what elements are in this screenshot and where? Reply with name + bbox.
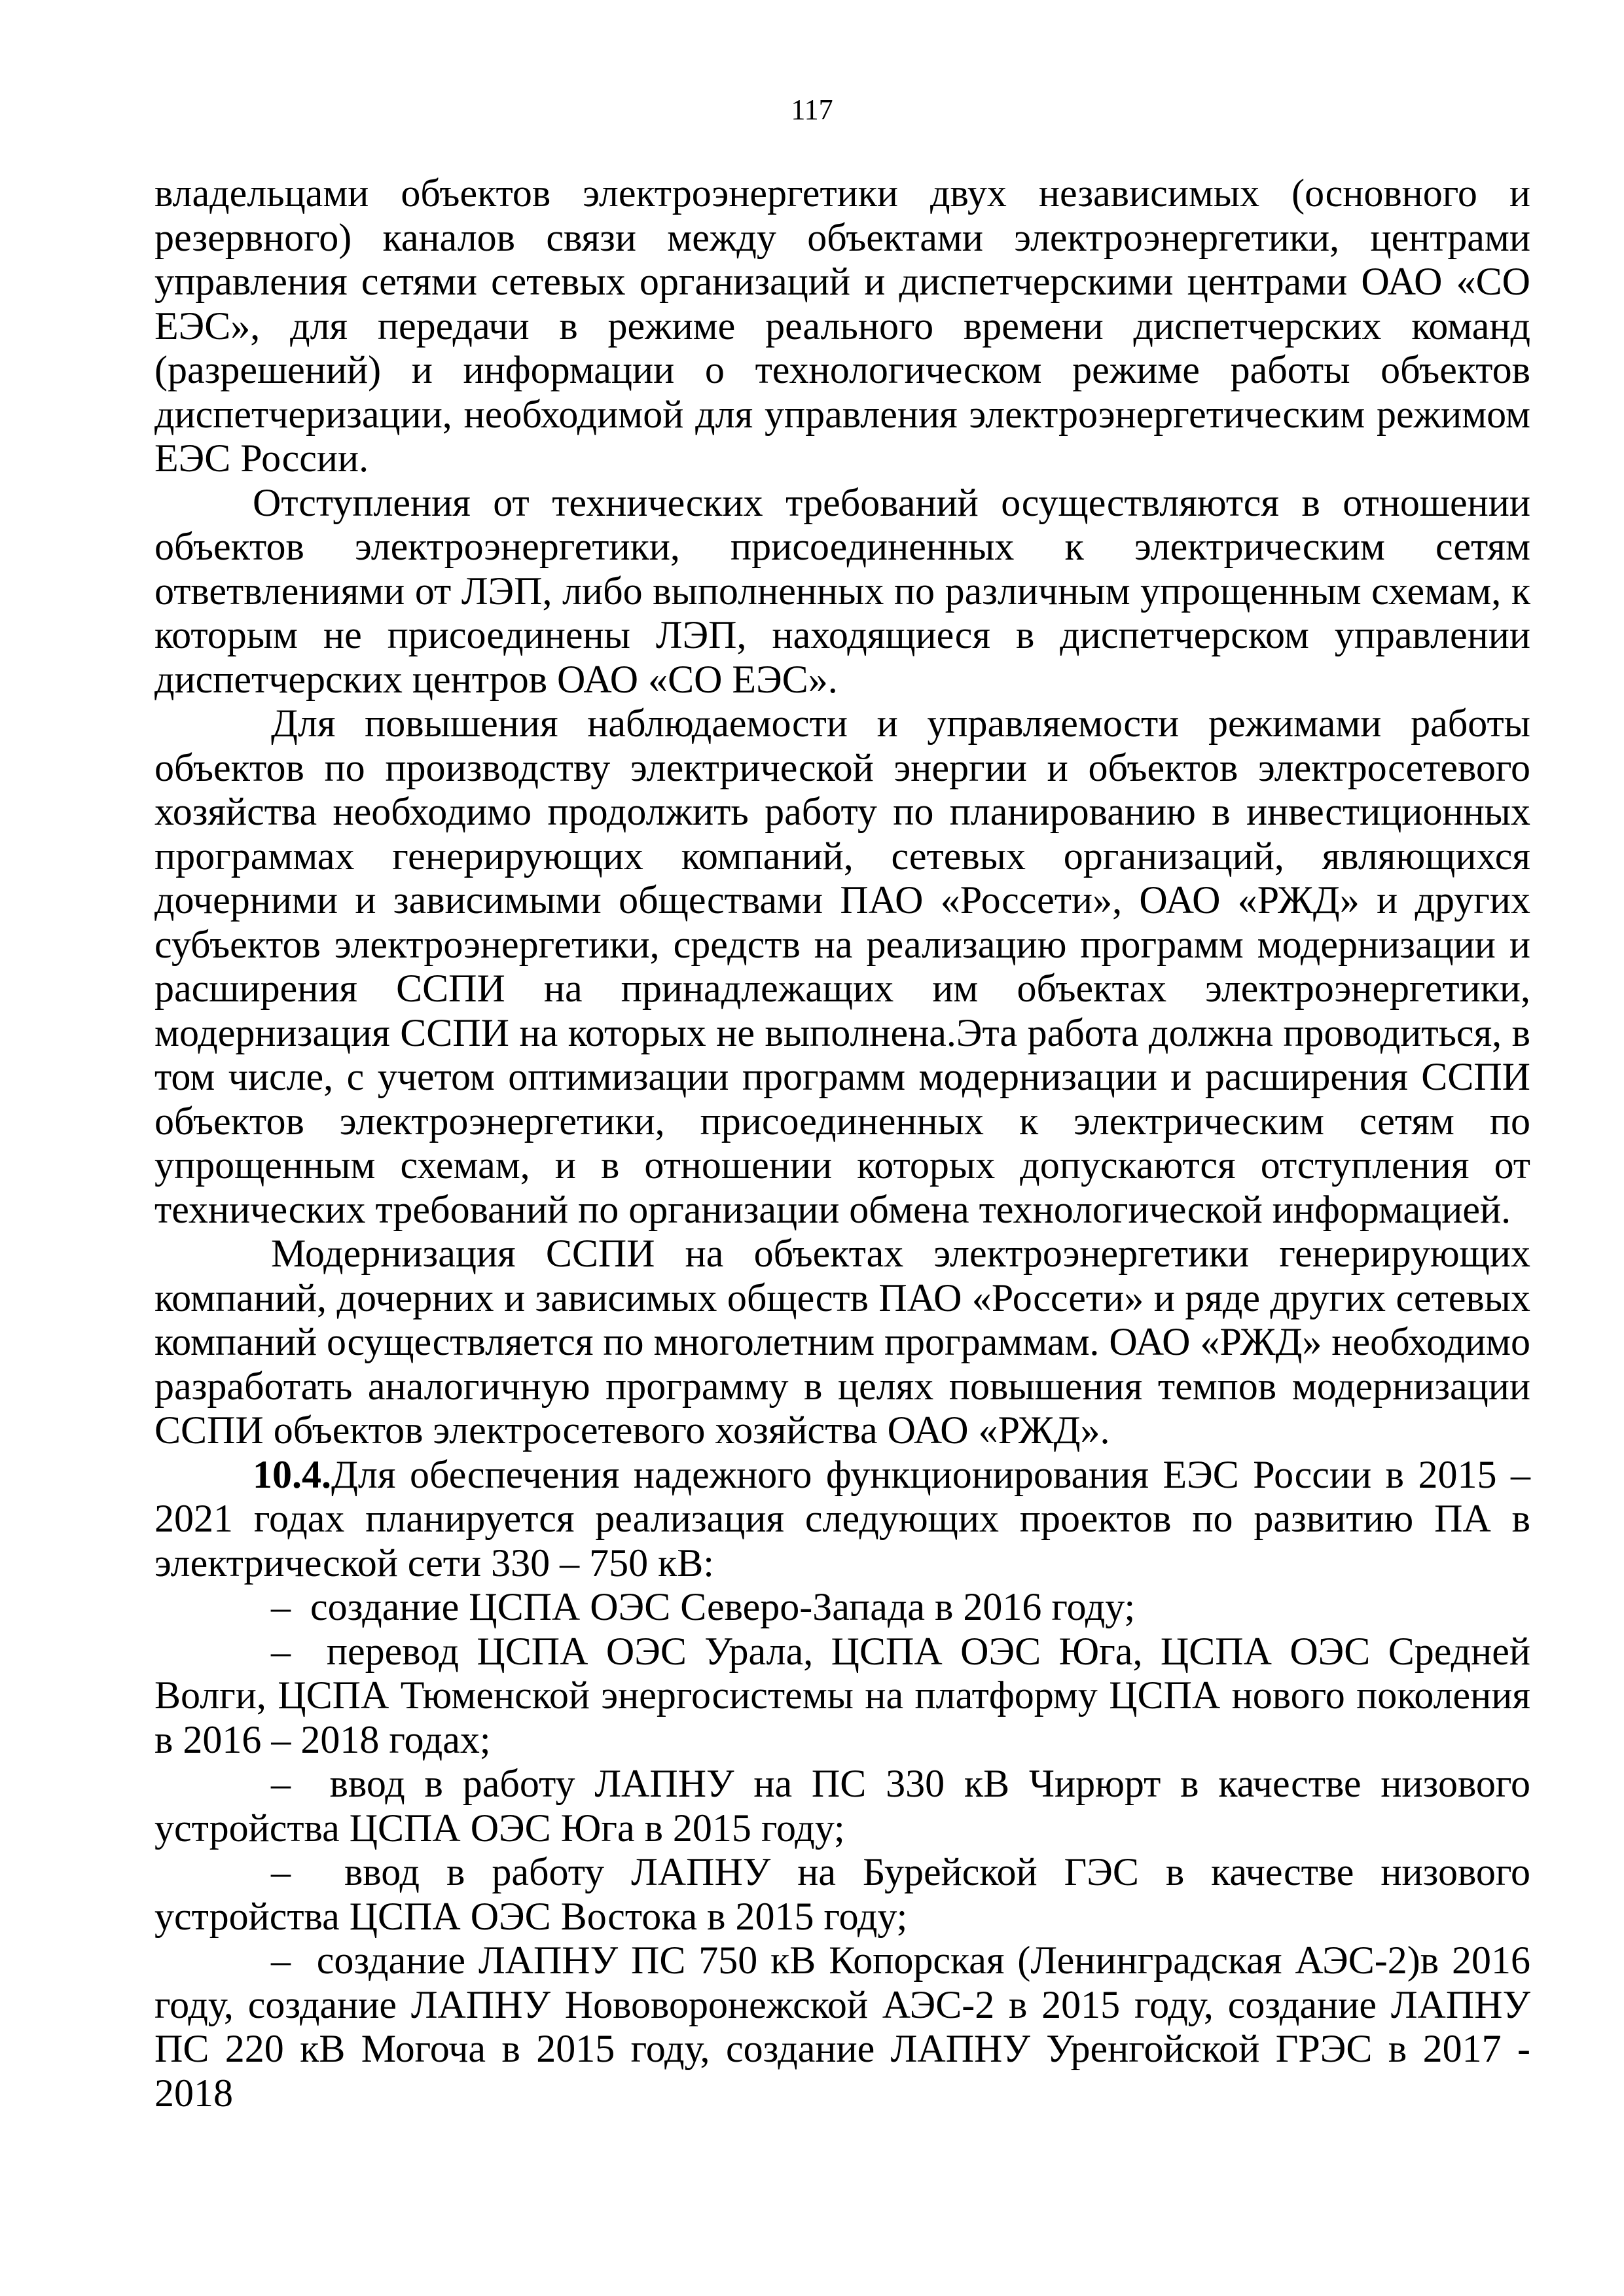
paragraph-deviations: Отступления от технических требований осуществляются в отношении объектов электроэнергетики, присоединенных к электрическим сетям ответвлениями от ЛЭП, либо выполненных по различным упрощенным схемам, к которым не присоединены ЛЭП, находящиеся в диспетчерском управлении диспетчерских центров ОАО «СО ЕЭС». (154, 480, 1530, 701)
list-item: – ввод в работу ЛАПНУ на ПС 330 кВ Чирюрт в качестве низового устройства ЦСПА ОЭС Юга в 2015 году; (154, 1762, 1530, 1850)
section-number: 10.4. (253, 1452, 331, 1496)
list-item: – ввод в работу ЛАПНУ на Бурейской ГЭС в качестве низового устройства ЦСПА ОЭС Востока в 2015 году; (154, 1850, 1530, 1938)
list-item: – создание ЛАПНУ ПС 750 кВ Копорская (Ленинградская АЭС-2)в 2016 году, создание ЛАПНУ Нововоронежской АЭС-2 в 2015 году, создание ЛАПНУ ПС 220 кВ Могоча в 2015 году, создание ЛАПНУ Уренгойской ГРЭС в 2017 - 2018 (154, 1939, 1530, 2115)
list-item: – перевод ЦСПА ОЭС Урала, ЦСПА ОЭС Юга, ЦСПА ОЭС Средней Волги, ЦСПА Тюменской энергосистемы на платформу ЦСПА нового поколения в 2016 – 2018 годах; (154, 1629, 1530, 1761)
section-10-4-paragraph (154, 1453, 1530, 1586)
paragraph-modernization: Модернизация ССПИ на объектах электроэнергетики генерирующих компаний, дочерних и зависимых обществ ПАО «Россети» и ряде других сетевых компаний осуществляется по многолетним программам. ОАО «РЖД» необходимо разработать аналогичную программу в целях повышения темпов модернизации ССПИ объектов электросетевого хозяйства ОАО «РЖД». (154, 1232, 1530, 1452)
list-item: – создание ЦСПА ОЭС Северо-Запада в 2016 году; (271, 1585, 1136, 1628)
section-text: Для обеспечения надежного функционирования ЕЭС России в 2015 – 2021 годах планируется реализация следующих проектов по развитию ПА в электрической сети 330 – 750 кВ: (154, 1452, 1530, 1585)
paragraph-observability: Для повышения наблюдаемости и управляемости режимами работы объектов по производству электрической энергии и объектов электросетевого хозяйства необходимо продолжить работу по планированию в инвестиционных программах генерирующих компаний, сетевых организаций, являющихся дочерними и зависимыми обществами ПАО «Россети», ОАО «РЖД» и других субъектов электроэнергетики, средств на реализацию программ модернизации и расширения ССПИ на принадлежащих им объектах электроэнергетики, модернизация ССПИ на которых не выполнена.Эта работа должна проводиться, в том числе, с учетом оптимизации программ модернизации и расширения ССПИ объектов электроэнергетики, присоединенных к электрическим сетям по упрощенным схемам, и в отношении которых допускаются отступления от технических требований по организации обмена технологической информацией. (154, 702, 1530, 1231)
page-number: 117 (791, 94, 833, 126)
document-body (154, 171, 1530, 2115)
paragraph-continuation: владельцами объектов электроэнергетики двух независимых (основного и резервного) каналов связи между объектами электроэнергетики, центрами управления сетями сетевых организаций и диспетчерскими центрами ОАО «СО ЕЭС», для передачи в режиме реального времени диспетчерских команд (разрешений) и информации о технологическом режиме работы объектов диспетчеризации, необходимой для управления электроэнергетическим режимом ЕЭС России. (154, 171, 1530, 480)
